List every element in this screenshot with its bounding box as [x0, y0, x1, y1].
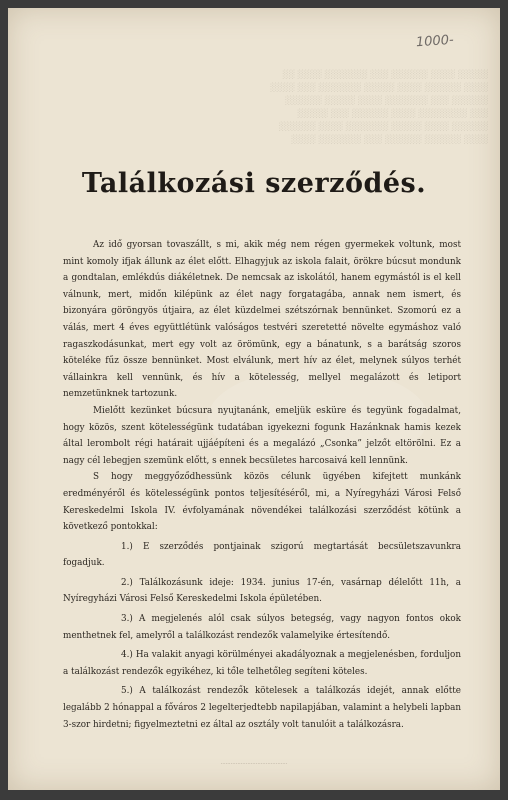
bleed-through-texture: ░░░░░ ░░░░ ░░░░░░ ░░░ ░░░░░░░ ░░░░ ░░ ░░░░ ░░░░░░ ░░░░ ░░░░░ ░░░░░░░ ░░░ ░░░░ ░░░░░░ ░░░ ░░░░░░░ ░░░░ ░░░░░ ░░░░░░ ░░░ ░░░░░░░░ ░░░░ ░░░░░░ ░░░ ░░░░░ ░░░░░░ ░░░░ ░░░░░ ░░░░░░░ ░░░░ ░░░░░░ ░░░░ ░░░░░░ ░░░░░░ ░░░ ░░░░░░░ ░░░░	[269, 70, 488, 144]
paragraph-2: Mielőtt kezünket búcsura nyujtanánk, emeljük esküre és tegyünk fogadalmat, hogy közös, szent kötelességünk tudatában igyekezni fogunk Hazánknak hamis kezek által lerombolt régi határait ujjáépíteni és a megalázó „Csonka” jelzőt eltörölni. Ez a nagy cél lebegjen szemünk előtt, s ennek becsületes harcosaivá kell lennünk.	[63, 405, 461, 466]
paragraph-3: S hogy meggyőződhessünk közös célunk ügyében kifejtett munkánk eredményéről és kötelességünk pontos teljesítéséről, mi, a Nyíregyházi Városi Felső Kereskedelmi Iskola IV. évfolyamának növendékei találkozási szerződést kötünk a következő pontokkal:	[63, 472, 461, 533]
contract-point-3: 3.) A megjelenés alól csak súlyos betegség, vagy nagyon fontos okok menthetnek fel, amelyről a találkozást rendezők valamelyike értesítendő.	[63, 614, 461, 641]
printer-imprint: ‥‥‥‥‥‥‥‥‥‥‥‥‥‥‥‥‥‥‥‥	[220, 760, 288, 766]
document-body	[63, 237, 461, 733]
pencil-annotation: 1000-	[415, 32, 455, 51]
contract-point-5: 5.) A találkozást rendezők kötelesek a találkozás idejét, annak előtte legalább 2 hónappal a főváros 2 legelterjedtebb napilapjában, valamint a helybeli lapban 3-szor hirdetni; figyelmeztetni ez által az osztály volt tanulóit a találkozásra.	[63, 686, 461, 730]
document-title: Találkozási szerződés.	[81, 168, 427, 199]
contract-point-4: 4.) Ha valakit anyagi körülményei akadályoznak a megjelenésben, forduljon a találkozást rendezők egyikéhez, ki tőle telhetőleg segíteni köteles.	[63, 650, 461, 677]
contract-point-1: 1.) E szerződés pontjainak szigorú megtartását becsületszavunkra fogadjuk.	[63, 541, 461, 569]
contract-point-2: 2.) Találkozásunk ideje: 1934. junius 17-én, vasárnap délelőtt 11h, a Nyíregyházi Városi Felső Kereskedelmi Iskola épületében.	[63, 577, 461, 605]
document-page	[8, 8, 500, 790]
paragraph-1: Az idő gyorsan tovaszállt, s mi, akik még nem régen gyermekek voltunk, most mint komoly ifjak állunk az élet előtt. Elhagyjuk az iskola falait, örökre búcsut mondunk a gondtalan, emlékdús diákéletnek. De nemcsak az iskolától, hanem egymástól is el kell válnunk, mert, midőn kilépünk az élet nagy forgatagába, annak nem ismert, és bizonyára göröngyös útjaira, az élet küzdelmei szétszórnak bennünket. Szomorú ez a válás, mert 4 éves együttlétünk valóságos testvéri szeretetté növelte egymáshoz való ragaszkodásunkat, mert egy volt az örömünk, egy a bánatunk, s a barátság szoros köteléke fűz össze bennünket. Most elválunk, mert hív az élet, melynek súlyos terhét vállainkra kell vennünk, és hív a kötelesség, mellyel megalázott és letiport nemzetünknek tartozunk.	[63, 240, 461, 400]
